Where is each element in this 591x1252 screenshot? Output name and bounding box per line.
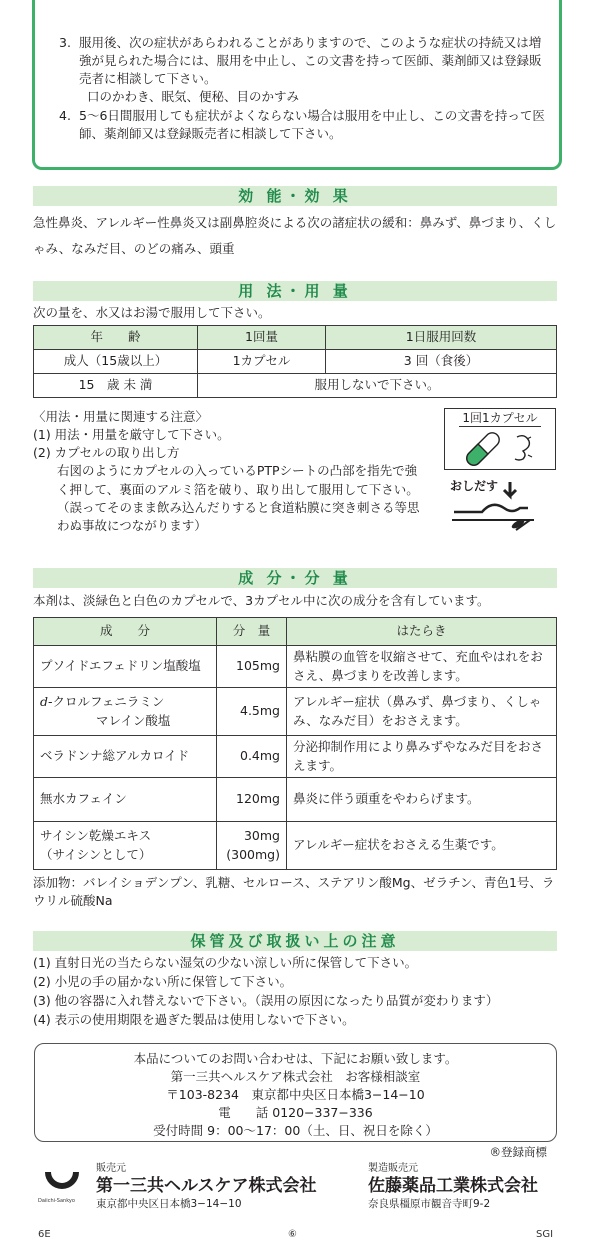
dosage-header-single: 1回量 <box>198 326 326 350</box>
capsule-dose-label: 1回1カプセル <box>459 409 541 427</box>
ingredient-action: アレルギー症状（鼻みず、鼻づまり、くしゃみ、なみだ目）をおさえます。 <box>287 688 557 736</box>
additives: 添加物：バレイショデンプン、乳糖、セルロース、ステアリン酸Mg、ゼラチン、青色1号、ラウリル硫酸Na <box>33 875 555 909</box>
capsule-dose-box <box>444 408 556 470</box>
footer-code-right: SGI <box>536 1229 554 1240</box>
ptp-push-out-icon <box>448 480 558 532</box>
dosage-table <box>33 325 557 398</box>
inquiry-phone: 電 話 0120−337−336 <box>218 1105 373 1120</box>
ingredient-name-line2: マレイン酸塩 <box>96 712 171 728</box>
dosage-heading: 用 法・用 量 <box>33 281 557 301</box>
ingredient-action: 鼻炎に伴う頭重をやわらげます。 <box>287 778 557 822</box>
maker-role: 製造販売元 <box>368 1163 418 1174</box>
inquiry-box <box>34 1043 557 1142</box>
inquiry-line: 本品についてのお問い合わせは、下記にお願い致します。 <box>133 1051 458 1066</box>
warning-item-3: 3. 服用後、次の症状があらわれることがありますので、このような症状の持続又は増強が見られた場合には、服用を中止し、この文書を持って医師、薬剤師又は登録販売者に相談して下さい。 <box>59 35 542 87</box>
storage-item: (1) 直射日光の当たらない湿気の少ない涼しい所に保管して下さい。 <box>33 955 418 970</box>
ingredient-name-line2: （サイシンとして） <box>40 846 152 862</box>
ingredient-action: アレルギー症状をおさえる生薬です。 <box>287 822 557 870</box>
storage-item: (2) 小児の手の届かない所に保管して下さい。 <box>33 974 293 989</box>
ingredient-name: 無水カフェイン <box>34 778 217 822</box>
seller-address: 東京都中央区日本橋3−14−10 <box>96 1198 242 1210</box>
ing-header-amount: 分 量 <box>217 618 287 646</box>
dosage-header-daily: 1日服用回数 <box>326 326 557 350</box>
maker-name: 佐藤薬品工業株式会社 <box>368 1176 538 1196</box>
ingredients-table <box>33 617 557 870</box>
note-1: (1) 用法・用量を厳守して下さい。 <box>33 427 230 443</box>
footer-mark: ⑥ <box>288 1229 297 1240</box>
dosage-daily-adult: 3 回（食後） <box>326 350 557 374</box>
inquiry-company: 第一三共ヘルスケア株式会社 お客様相談室 <box>170 1069 421 1084</box>
dosage-header-age: 年 齢 <box>34 326 198 350</box>
ingredients-heading: 成 分・分 量 <box>33 568 557 588</box>
ingredient-amount: 105mg <box>217 646 287 688</box>
push-out-label: おしだす <box>450 479 499 493</box>
table-row <box>34 688 557 736</box>
ingredient-action: 分泌抑制作用により鼻みずやなみだ目をおさえます。 <box>287 736 557 778</box>
efficacy-heading: 効 能・効 果 <box>33 186 557 206</box>
dosage-intro: 次の量を、水又はお湯で服用して下さい。 <box>33 305 271 320</box>
table-row <box>34 646 557 688</box>
notes-title: 〈用法・用量に関連する注意〉 <box>33 409 209 424</box>
note-2: (2) カプセルの取り出し方 <box>33 445 180 461</box>
ingredient-name <box>34 688 217 736</box>
ingredient-amount-equiv: (300mg) <box>226 846 280 862</box>
dosage-age-adult: 成人（15歳以上） <box>34 350 198 374</box>
maker-address: 奈良県橿原市観音寺町9-2 <box>368 1198 491 1210</box>
ingredient-name: プソイドエフェドリン塩酸塩 <box>34 646 217 688</box>
seller-name: 第一三共ヘルスケア株式会社 <box>96 1176 317 1196</box>
table-row <box>34 778 557 822</box>
dosage-child-instruction: 服用しないで下さい。 <box>198 374 557 398</box>
capsule-icon <box>445 427 555 469</box>
warning-item-4: 4. 5～6日間服用しても症状がよくならない場合は服用を中止し、この文書を持って医師、薬剤師又は登録販売者に相談して下さい。 <box>59 107 545 141</box>
ingredient-amount: 120mg <box>217 778 287 822</box>
ingredient-action: 鼻粘膜の血管を収縮させて、充血やはれをおさえ、鼻づまりを改善します。 <box>287 646 557 688</box>
trademark-note: ®登録商標 <box>489 1145 547 1159</box>
ingredient-name-main: サイシン乾燥エキス <box>40 828 152 844</box>
table-row <box>34 736 557 778</box>
storage-list <box>33 953 563 1029</box>
ingredients-intro: 本剤は、淡緑色と白色のカプセルで、3カプセル中に次の成分を含有しています。 <box>33 593 490 608</box>
ing-header-name: 成 分 <box>34 618 217 646</box>
ing-header-action: はたらき <box>287 618 557 646</box>
storage-item: (3) 他の容器に入れ替えないで下さい。（誤用の原因になったり品質が変わります） <box>33 993 499 1008</box>
inquiry-hours: 受付時間 9：00〜17：00（土、日、祝日を除く） <box>153 1123 438 1138</box>
warning-box <box>32 0 562 170</box>
dosage-notes <box>33 408 428 535</box>
table-row <box>34 822 557 870</box>
ingredient-amount: 0.4mg <box>217 736 287 778</box>
efficacy-text: 急性鼻炎、アレルギー性鼻炎又は副鼻腔炎による次の諸症状の緩和：鼻みず、鼻づまり、くしゃみ、なみだ目、のどの痛み、頭重 <box>33 215 557 256</box>
note-2-detail: 右図のようにカプセルの入っているPTPシートの凸部を指先で強く押して、裏面のアルミ箔を破り、取り出して服用して下さい。（誤ってそのまま飲み込んだりすると食道粘膜に突き刺さる等思わぬ事故につながります） <box>57 463 420 533</box>
ingredient-amount: 4.5mg <box>217 688 287 736</box>
warning-item-3-symptoms: 口のかわき、眠気、便秘、目のかすみ <box>87 89 300 105</box>
seller-role: 販売元 <box>96 1163 126 1174</box>
storage-item: (4) 表示の使用期限を過ぎた製品は使用しないで下さい。 <box>33 1012 355 1027</box>
daiichi-sankyo-logo-icon <box>44 1164 80 1196</box>
ingredient-name: ベラドンナ総アルカロイド <box>34 736 217 778</box>
ingredient-name-prefix: d <box>40 694 49 710</box>
dosage-age-child: 15 歳 未 満 <box>34 374 198 398</box>
ingredient-name <box>34 822 217 870</box>
ingredient-amount <box>217 822 287 870</box>
inquiry-address: 〒103-8234 東京都中央区日本橋3−14−10 <box>166 1087 425 1102</box>
storage-heading: 保管及び取扱い上の注意 <box>33 931 557 951</box>
ingredient-name-main: -クロルフェニラミン <box>48 694 165 710</box>
seller-logo-text: Daiichi-Sankyo <box>38 1198 75 1204</box>
dosage-single-adult: 1カプセル <box>198 350 326 374</box>
ingredient-amount-main: 30mg <box>243 828 280 844</box>
footer-code-left: 6E <box>38 1229 51 1240</box>
